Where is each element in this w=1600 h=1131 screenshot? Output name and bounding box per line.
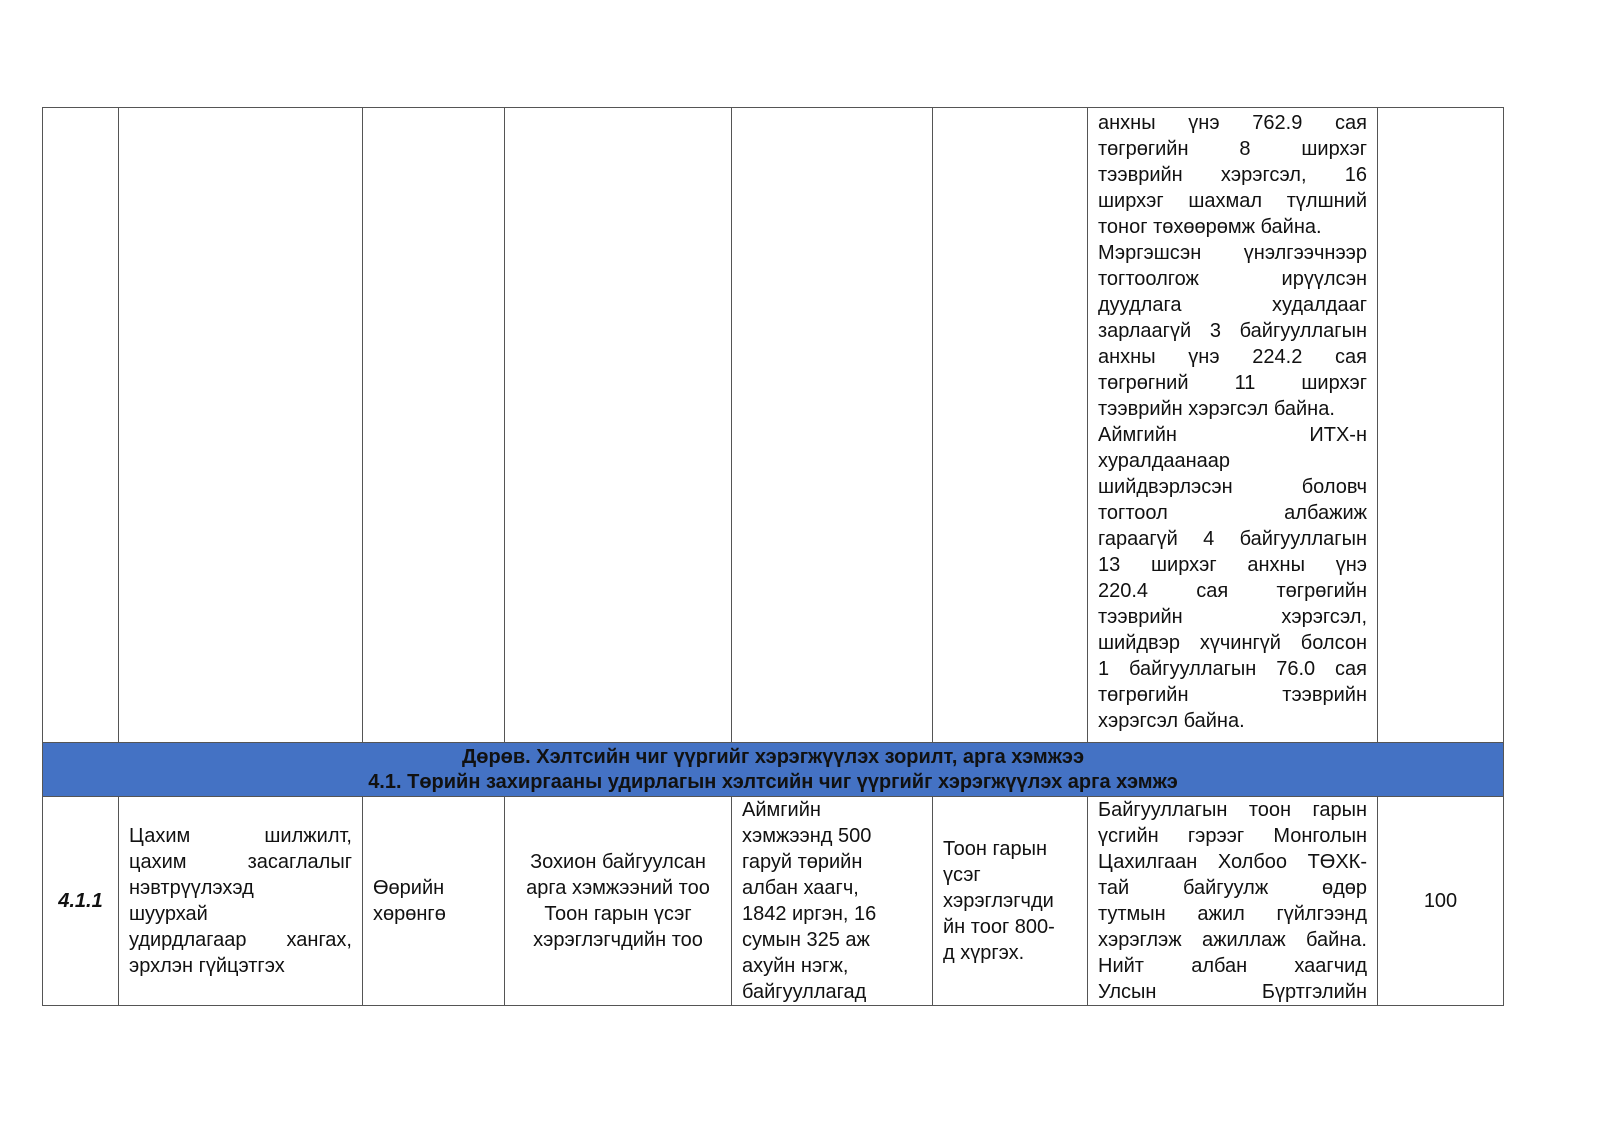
- text-line: төгрөгийн тээврийн: [1098, 684, 1367, 706]
- text-line: албан хаагч,: [742, 877, 859, 899]
- text-line: 1 байгууллагын 76.0 сая: [1098, 658, 1367, 680]
- text-line: Нийт албан хаагчид: [1098, 955, 1367, 977]
- item-number: 4.1.1: [43, 797, 119, 1006]
- text-line: Тоон гарын үсэг: [544, 903, 692, 925]
- text-line: хэрэглэгчди: [943, 890, 1054, 912]
- objective-cell: [119, 797, 363, 1006]
- empty-cell: [43, 108, 119, 743]
- section-title: Дөрөв. Хэлтсийн чиг үүргийг хэрэгжүүлэх зорилт, арга хэмжээ: [461, 745, 1084, 768]
- text-line: анхны үнэ 224.2 сая: [1098, 346, 1367, 368]
- text-line: гаруй төрийн: [742, 851, 863, 873]
- empty-cell: [933, 108, 1088, 743]
- continuation-row: [43, 108, 1504, 743]
- indicator-text: [505, 849, 731, 953]
- text-line: байгууллагад: [742, 981, 867, 1003]
- text-line: дуудлага худалдааг: [1098, 294, 1367, 316]
- target-cell: [933, 797, 1088, 1006]
- plan-table: [42, 107, 1504, 1006]
- text-line: хөрөнгө: [373, 903, 446, 925]
- text-line: ахуйн нэгж,: [742, 955, 849, 977]
- continuation-result-cell: [1088, 108, 1378, 743]
- text-line: зарлаагүй 3 байгууллагын: [1098, 320, 1367, 342]
- text-line: хуралдаанаар: [1098, 450, 1231, 472]
- text-line: төгрөгийн 8 ширхэг: [1098, 138, 1367, 160]
- empty-cell: [505, 108, 732, 743]
- indicator-cell: [505, 797, 732, 1006]
- text-line: тээврийн хэрэгсэл,: [1098, 606, 1367, 628]
- score-cell: 100: [1378, 797, 1504, 1006]
- text-line: тоног төхөөрөмж байна.: [1098, 216, 1322, 238]
- empty-cell: [119, 108, 363, 743]
- text-line: хэрэгсэл байна.: [1098, 710, 1245, 732]
- text-line: йн тоог 800-: [943, 916, 1055, 938]
- section-header: [43, 743, 1504, 797]
- text-line: төгрөгний 11 ширхэг: [1098, 372, 1367, 394]
- empty-cell: [1378, 108, 1504, 743]
- objective-text: [119, 823, 362, 979]
- text-line: 13 ширхэг анхны үнэ: [1098, 554, 1367, 576]
- text-line: хэрэглэгчдийн тоо: [533, 929, 703, 951]
- text-line: үсгийн гэрээг Монголын: [1098, 825, 1367, 847]
- continuation-text: [1088, 108, 1377, 734]
- item-row: [43, 797, 1504, 1006]
- funding-cell: [363, 797, 505, 1006]
- text-line: Цахим шилжилт,: [129, 825, 352, 847]
- funding-text: [363, 875, 504, 927]
- text-line: ширхэг шахмал түлшний: [1098, 190, 1367, 212]
- text-line: тутмын ажил гүйлгээнд: [1098, 903, 1367, 925]
- text-line: тээврийн хэрэгсэл байна.: [1098, 398, 1335, 420]
- text-line: хэмжээнд 500: [742, 825, 872, 847]
- baseline-cell: [732, 797, 933, 1006]
- text-line: хэрэглэж ажиллаж байна.: [1098, 929, 1367, 951]
- section-subtitle: 4.1. Төрийн захиргааны удирлагын хэлтсийн чиг үүргийг хэрэгжүүлэх арга хэмжэ: [368, 770, 1178, 793]
- text-line: Байгууллагын тоон гарын: [1098, 799, 1367, 821]
- text-line: Аймгийн: [742, 799, 821, 821]
- text-line: 1842 иргэн, 16: [742, 903, 877, 925]
- text-line: арга хэмжээний тоо: [526, 877, 710, 899]
- text-line: сумын 325 аж: [742, 929, 870, 951]
- text-line: анхны үнэ 762.9 сая: [1098, 112, 1367, 134]
- text-line: Өөрийн: [373, 877, 445, 899]
- text-line: тогтоолгож ирүүлсэн: [1098, 268, 1367, 290]
- text-line: Мэргэшсэн үнэлгээчнээр: [1098, 242, 1367, 264]
- text-line: 220.4 сая төгрөгийн: [1098, 580, 1367, 602]
- text-line: Аймгийн ИТХ-н: [1098, 424, 1367, 446]
- text-line: шийдвэрлэсэн боловч: [1098, 476, 1367, 498]
- text-line: тээврийн хэрэгсэл, 16: [1098, 164, 1367, 186]
- text-line: үсэг: [943, 864, 981, 886]
- empty-cell: [732, 108, 933, 743]
- text-line: тай байгуулж өдөр: [1098, 877, 1367, 899]
- result-text: [1088, 797, 1377, 1005]
- section-header-row: [43, 743, 1504, 797]
- text-line: тогтоол албажиж: [1098, 502, 1367, 524]
- text-line: эрхлэн гүйцэтгэх: [129, 955, 285, 977]
- text-line: цахим засаглалыг: [129, 851, 352, 873]
- target-text: [933, 836, 1087, 966]
- text-line: Улсын Бүртгэлийн: [1098, 981, 1367, 1003]
- text-line: Тоон гарын: [943, 838, 1048, 860]
- text-line: шийдвэр хүчингүй болсон: [1098, 632, 1367, 654]
- empty-cell: [363, 108, 505, 743]
- text-line: Цахилгаан Холбоо ТӨХК-: [1098, 851, 1367, 873]
- result-cell: [1088, 797, 1378, 1006]
- text-line: Зохион байгуулсан: [530, 851, 706, 873]
- text-line: д хүргэх.: [943, 942, 1025, 964]
- text-line: нэвтрүүлэхэд: [129, 877, 254, 899]
- baseline-text: [732, 797, 932, 1005]
- text-line: гараагүй 4 байгууллагын: [1098, 528, 1367, 550]
- text-line: шуурхай: [129, 903, 208, 925]
- text-line: удирдлагаар хангах,: [129, 929, 352, 951]
